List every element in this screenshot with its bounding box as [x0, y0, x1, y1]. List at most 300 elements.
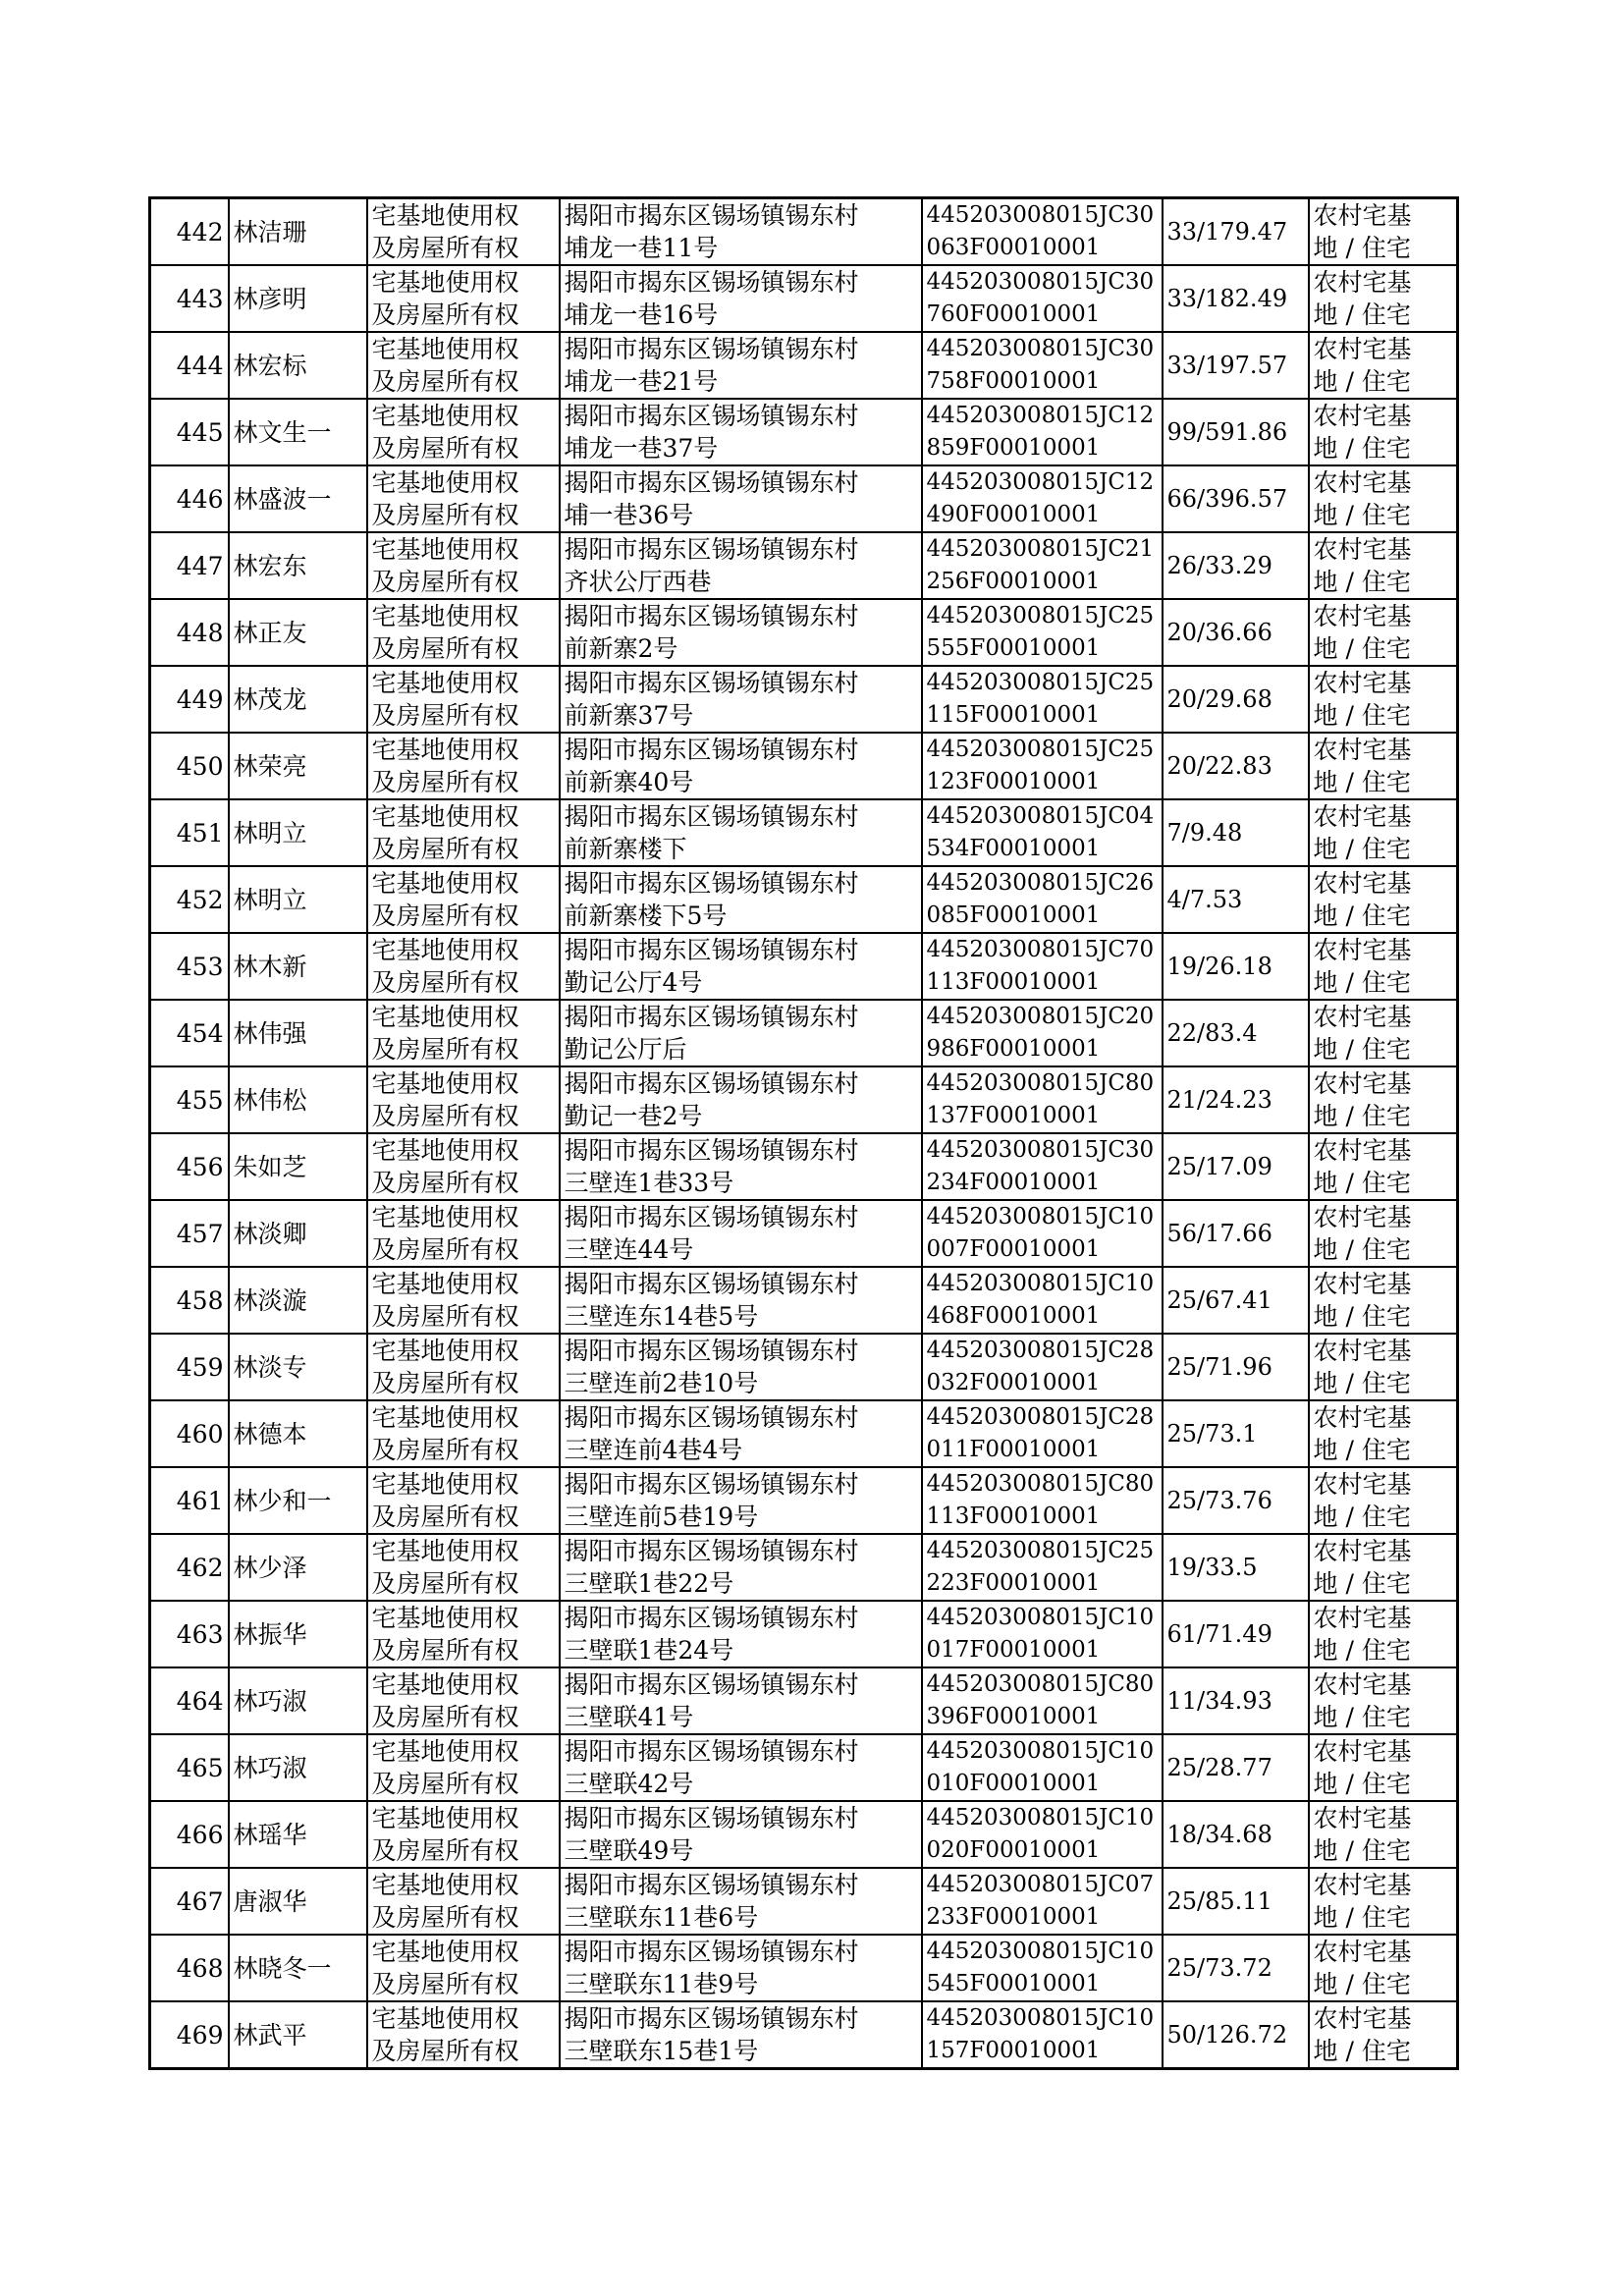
land-usage-line: 地 / 住宅 [1313, 1636, 1411, 1665]
row-number [150, 532, 229, 599]
unit-code [922, 1667, 1163, 1734]
area-value-line: 25/28.77 [1166, 1753, 1272, 1781]
area-value [1163, 1000, 1309, 1066]
unit-code-line: 445203008015JC30 [926, 269, 1155, 295]
land-usage-line: 地 / 住宅 [1313, 1035, 1411, 1064]
row-number [150, 1601, 229, 1667]
right-type [367, 265, 560, 332]
property-address-line: 揭阳市揭东区锡场镇锡东村 [564, 1337, 859, 1365]
holder-name-line: 林淡卿 [233, 1219, 307, 1248]
area-value-line: 25/73.1 [1166, 1419, 1258, 1448]
property-address-line: 揭阳市揭东区锡场镇锡东村 [564, 1403, 859, 1432]
area-value [1163, 1400, 1309, 1467]
area-value-line: 22/83.4 [1166, 1018, 1258, 1047]
unit-code-line: 223F00010001 [926, 1570, 1101, 1596]
property-address-line: 揭阳市揭东区锡场镇锡东村 [564, 2004, 859, 2033]
area-value-line: 19/26.18 [1166, 952, 1272, 980]
table-row [150, 933, 1458, 1000]
land-usage [1309, 1935, 1458, 2001]
property-address [560, 1267, 922, 1334]
row-number-line: 450 [176, 751, 224, 781]
unit-code-line: 555F00010001 [926, 635, 1101, 661]
unit-code [922, 1601, 1163, 1667]
land-usage-line: 农村宅基 [1313, 1270, 1412, 1298]
land-usage-line: 农村宅基 [1313, 1337, 1412, 1365]
row-number-line: 461 [176, 1486, 224, 1515]
area-value-line: 25/71.96 [1166, 1352, 1272, 1381]
right-type-line: 及房屋所有权 [371, 1636, 519, 1665]
holder-name-line: 林巧淑 [233, 1686, 307, 1716]
property-address-line: 三壁连前2巷10号 [564, 1369, 759, 1397]
holder-name-line: 林宏标 [233, 351, 307, 380]
property-address [560, 1801, 922, 1868]
table-row [150, 866, 1458, 933]
table-row [150, 666, 1458, 733]
unit-code [922, 1935, 1163, 2001]
area-value [1163, 265, 1309, 332]
property-address-line: 前新寨楼下 [564, 835, 687, 863]
property-address [560, 1400, 922, 1467]
land-usage-line: 农村宅基 [1313, 1136, 1412, 1165]
holder-name-line: 林宏东 [233, 551, 307, 580]
land-usage-line: 地 / 住宅 [1313, 768, 1411, 796]
table-row [150, 1734, 1458, 1801]
unit-code-line: 445203008015JC80 [926, 1471, 1155, 1497]
right-type-line: 宅基地使用权 [371, 1403, 519, 1432]
holder-name-line: 唐淑华 [233, 1886, 307, 1916]
right-type-line: 宅基地使用权 [371, 268, 519, 297]
row-number-line: 454 [176, 1018, 224, 1048]
area-value [1163, 599, 1309, 666]
right-type-line: 宅基地使用权 [371, 936, 519, 964]
right-type-line: 及房屋所有权 [371, 1703, 519, 1731]
area-value-line: 25/67.41 [1166, 1285, 1272, 1314]
holder-name [229, 1334, 367, 1400]
unit-code-line: 445203008015JC10 [926, 1738, 1155, 1764]
right-type [367, 532, 560, 599]
table-row [150, 198, 1458, 266]
land-usage-line: 地 / 住宅 [1313, 968, 1411, 997]
holder-name-line: 林洁珊 [233, 217, 307, 246]
right-type-line: 宅基地使用权 [371, 201, 519, 230]
property-address [560, 933, 922, 1000]
unit-code-line: 445203008015JC10 [926, 1204, 1155, 1229]
property-address-line: 三壁联49号 [564, 1836, 694, 1865]
property-address-line: 揭阳市揭东区锡场镇锡东村 [564, 1604, 859, 1632]
right-type [367, 1200, 560, 1267]
table-row [150, 1935, 1458, 2001]
table-row [150, 332, 1458, 399]
right-type [367, 866, 560, 933]
holder-name-line: 林巧淑 [233, 1753, 307, 1782]
holder-name-line: 林武平 [233, 2020, 307, 2049]
land-usage [1309, 2001, 1458, 2069]
unit-code-line: 445203008015JC30 [926, 336, 1155, 361]
holder-name-line: 林彦明 [233, 284, 307, 313]
row-number [150, 1400, 229, 1467]
property-address-line: 前新寨2号 [564, 634, 678, 663]
unit-code [922, 799, 1163, 866]
land-usage-line: 地 / 住宅 [1313, 367, 1411, 396]
area-value-line: 4/7.53 [1166, 885, 1243, 913]
land-usage-line: 地 / 住宅 [1313, 902, 1411, 930]
area-value-line: 26/33.29 [1166, 551, 1272, 579]
right-type [367, 2001, 560, 2069]
table-row [150, 1534, 1458, 1601]
area-value [1163, 1601, 1309, 1667]
land-usage-line: 农村宅基 [1313, 1737, 1412, 1766]
holder-name-line: 林少和一 [233, 1486, 332, 1515]
right-type-line: 宅基地使用权 [371, 1337, 519, 1365]
table-row [150, 1667, 1458, 1734]
holder-name-line: 林淡专 [233, 1352, 307, 1382]
right-type [367, 1935, 560, 2001]
property-address-line: 揭阳市揭东区锡场镇锡东村 [564, 1270, 859, 1298]
holder-name [229, 933, 367, 1000]
property-address-line: 三壁联41号 [564, 1703, 694, 1731]
table-row [150, 1601, 1458, 1667]
unit-code-line: 445203008015JC25 [926, 737, 1155, 762]
unit-code-line: 157F00010001 [926, 2038, 1101, 2063]
unit-code-line: 445203008015JC12 [926, 469, 1155, 495]
land-usage [1309, 1667, 1458, 1734]
land-usage-line: 地 / 住宅 [1313, 1770, 1411, 1798]
property-address [560, 1935, 922, 2001]
area-value [1163, 1935, 1309, 2001]
area-value-line: 25/73.76 [1166, 1486, 1272, 1514]
land-usage-line: 地 / 住宅 [1313, 1369, 1411, 1397]
right-type-line: 宅基地使用权 [371, 602, 519, 630]
row-number [150, 399, 229, 465]
property-address-line: 揭阳市揭东区锡场镇锡东村 [564, 1069, 859, 1098]
right-type [367, 1467, 560, 1534]
property-address [560, 1000, 922, 1066]
right-type-line: 及房屋所有权 [371, 1436, 519, 1464]
right-type-line: 及房屋所有权 [371, 835, 519, 863]
holder-name [229, 1200, 367, 1267]
row-number-line: 460 [176, 1419, 224, 1448]
land-usage-line: 农村宅基 [1313, 1938, 1412, 1966]
right-type [367, 1000, 560, 1066]
unit-code-line: 445203008015JC07 [926, 1872, 1155, 1897]
property-address-line: 前新寨37号 [564, 701, 694, 730]
land-usage-line: 地 / 住宅 [1313, 634, 1411, 663]
unit-code [922, 1801, 1163, 1868]
property-address-line: 三壁连东14巷5号 [564, 1302, 759, 1331]
holder-name [229, 733, 367, 799]
unit-code-line: 445203008015JC30 [926, 1137, 1155, 1163]
land-usage [1309, 1734, 1458, 1801]
area-value-line: 20/29.68 [1166, 684, 1272, 713]
property-address-line: 勤记公厅后 [564, 1035, 687, 1064]
area-value [1163, 2001, 1309, 2069]
property-address [560, 465, 922, 532]
row-number [150, 933, 229, 1000]
unit-code [922, 465, 1163, 532]
right-type-line: 宅基地使用权 [371, 1136, 519, 1165]
area-value-line: 18/34.68 [1166, 1820, 1272, 1848]
unit-code-line: 758F00010001 [926, 368, 1101, 394]
unit-code-line: 234F00010001 [926, 1170, 1101, 1195]
right-type [367, 332, 560, 399]
unit-code [922, 599, 1163, 666]
right-type-line: 宅基地使用权 [371, 1737, 519, 1766]
unit-code-line: 445203008015JC04 [926, 803, 1155, 829]
unit-code-line: 445203008015JC10 [926, 2005, 1155, 2031]
property-address-line: 埔一巷36号 [564, 501, 694, 529]
property-address-line: 揭阳市揭东区锡场镇锡东村 [564, 535, 859, 564]
land-usage-line: 地 / 住宅 [1313, 2037, 1411, 2065]
holder-name [229, 1868, 367, 1935]
unit-code-line: 011F00010001 [926, 1437, 1101, 1462]
row-number-line: 464 [176, 1686, 224, 1716]
row-number-line: 442 [176, 217, 224, 246]
row-number [150, 1200, 229, 1267]
holder-name-line: 林文生一 [233, 417, 332, 447]
right-type [367, 1734, 560, 1801]
unit-code-line: 445203008015JC10 [926, 1939, 1155, 1964]
row-number-line: 463 [176, 1619, 224, 1649]
area-value-line: 20/22.83 [1166, 751, 1272, 780]
holder-name [229, 799, 367, 866]
table-row [150, 1200, 1458, 1267]
unit-code-line: 445203008015JC10 [926, 1271, 1155, 1296]
right-type [367, 1801, 560, 1868]
unit-code [922, 733, 1163, 799]
holder-name [229, 599, 367, 666]
land-usage-line: 农村宅基 [1313, 1003, 1412, 1031]
property-address-line: 揭阳市揭东区锡场镇锡东村 [564, 1804, 859, 1832]
row-number [150, 666, 229, 733]
right-type [367, 198, 560, 266]
row-number [150, 733, 229, 799]
row-number [150, 599, 229, 666]
property-address [560, 332, 922, 399]
row-number-line: 448 [176, 618, 224, 647]
holder-name [229, 1667, 367, 1734]
row-number-line: 452 [176, 885, 224, 914]
land-usage-line: 农村宅基 [1313, 535, 1412, 564]
property-address-line: 埔龙一巷37号 [564, 434, 719, 463]
unit-code-line: 468F00010001 [926, 1303, 1101, 1329]
row-number-line: 465 [176, 1753, 224, 1782]
holder-name-line: 林茂龙 [233, 684, 307, 714]
row-number-line: 467 [176, 1886, 224, 1916]
unit-code-line: 445203008015JC26 [926, 870, 1155, 896]
right-type-line: 及房屋所有权 [371, 701, 519, 730]
right-type-line: 及房屋所有权 [371, 1836, 519, 1865]
row-number [150, 1267, 229, 1334]
land-usage [1309, 1467, 1458, 1534]
right-type-line: 宅基地使用权 [371, 1203, 519, 1231]
property-address [560, 1133, 922, 1200]
land-usage [1309, 1601, 1458, 1667]
right-type-line: 宅基地使用权 [371, 1270, 519, 1298]
unit-code [922, 265, 1163, 332]
row-number-line: 457 [176, 1219, 224, 1248]
property-address-line: 三壁连44号 [564, 1235, 694, 1264]
unit-code-line: 490F00010001 [926, 502, 1101, 527]
table-row [150, 465, 1458, 532]
holder-name-line: 林德本 [233, 1419, 307, 1448]
property-address-line: 揭阳市揭东区锡场镇锡东村 [564, 201, 859, 230]
property-address-line: 揭阳市揭东区锡场镇锡东村 [564, 1470, 859, 1499]
unit-code [922, 2001, 1163, 2069]
table-row [150, 599, 1458, 666]
row-number [150, 465, 229, 532]
area-value [1163, 1667, 1309, 1734]
land-usage-line: 地 / 住宅 [1313, 701, 1411, 730]
right-type-line: 宅基地使用权 [371, 1003, 519, 1031]
unit-code [922, 1267, 1163, 1334]
unit-code [922, 1000, 1163, 1066]
land-usage [1309, 1868, 1458, 1935]
area-value [1163, 1467, 1309, 1534]
property-address-line: 三壁联东11巷6号 [564, 1903, 759, 1932]
area-value [1163, 866, 1309, 933]
area-value [1163, 799, 1309, 866]
unit-code [922, 1066, 1163, 1133]
property-address-line: 勤记一巷2号 [564, 1102, 703, 1130]
area-value [1163, 399, 1309, 465]
land-usage-line: 农村宅基 [1313, 2004, 1412, 2033]
property-address [560, 1200, 922, 1267]
unit-code-line: 396F00010001 [926, 1704, 1101, 1729]
row-number [150, 1066, 229, 1133]
land-usage-line: 农村宅基 [1313, 468, 1412, 497]
unit-code-line: 445203008015JC80 [926, 1671, 1155, 1697]
land-usage [1309, 1801, 1458, 1868]
right-type-line: 宅基地使用权 [371, 468, 519, 497]
holder-name [229, 1066, 367, 1133]
land-usage-line: 农村宅基 [1313, 201, 1412, 230]
holder-name [229, 1267, 367, 1334]
area-value [1163, 1200, 1309, 1267]
row-number-line: 455 [176, 1085, 224, 1115]
row-number [150, 1000, 229, 1066]
right-type-line: 宅基地使用权 [371, 1537, 519, 1565]
land-usage-line: 农村宅基 [1313, 1537, 1412, 1565]
right-type-line: 及房屋所有权 [371, 1235, 519, 1264]
land-usage [1309, 1000, 1458, 1066]
holder-name [229, 399, 367, 465]
area-value-line: 56/17.66 [1166, 1219, 1272, 1247]
property-address [560, 1868, 922, 1935]
land-usage [1309, 799, 1458, 866]
holder-name [229, 1534, 367, 1601]
land-usage [1309, 1066, 1458, 1133]
right-type [367, 1868, 560, 1935]
holder-name-line: 林明立 [233, 818, 307, 847]
holder-name-line: 林盛波一 [233, 484, 332, 514]
unit-code [922, 1734, 1163, 1801]
area-value [1163, 1066, 1309, 1133]
holder-name-line: 林正友 [233, 618, 307, 647]
property-address-line: 揭阳市揭东区锡场镇锡东村 [564, 1136, 859, 1165]
property-address [560, 1334, 922, 1400]
right-type [367, 1334, 560, 1400]
table-row [150, 1467, 1458, 1534]
unit-code-line: 115F00010001 [926, 702, 1101, 728]
land-usage-line: 农村宅基 [1313, 1604, 1412, 1632]
area-value [1163, 1868, 1309, 1935]
land-usage-line: 农村宅基 [1313, 1804, 1412, 1832]
right-type-line: 及房屋所有权 [371, 367, 519, 396]
land-usage-line: 地 / 住宅 [1313, 1703, 1411, 1731]
holder-name-line: 林木新 [233, 952, 307, 981]
right-type-line: 及房屋所有权 [371, 1302, 519, 1331]
holder-name [229, 1801, 367, 1868]
holder-name [229, 1467, 367, 1534]
right-type-line: 及房屋所有权 [371, 902, 519, 930]
area-value [1163, 465, 1309, 532]
property-address-line: 揭阳市揭东区锡场镇锡东村 [564, 468, 859, 497]
property-address [560, 265, 922, 332]
table-row [150, 1000, 1458, 1066]
property-address [560, 733, 922, 799]
row-number [150, 1667, 229, 1734]
row-number [150, 198, 229, 266]
property-address-line: 三壁联东15巷1号 [564, 2037, 759, 2065]
unit-code [922, 532, 1163, 599]
right-type-line: 宅基地使用权 [371, 1804, 519, 1832]
property-address-line: 揭阳市揭东区锡场镇锡东村 [564, 335, 859, 363]
right-type-line: 及房屋所有权 [371, 2037, 519, 2065]
unit-code-line: 445203008015JC10 [926, 1805, 1155, 1831]
area-value-line: 25/17.09 [1166, 1152, 1272, 1180]
table-row [150, 399, 1458, 465]
area-value [1163, 198, 1309, 266]
unit-code-line: 085F00010001 [926, 902, 1101, 928]
holder-name [229, 198, 367, 266]
row-number [150, 1868, 229, 1935]
land-usage-line: 农村宅基 [1313, 1470, 1412, 1499]
land-usage-line: 地 / 住宅 [1313, 1569, 1411, 1598]
row-number [150, 265, 229, 332]
land-usage-line: 农村宅基 [1313, 936, 1412, 964]
unit-code-line: 445203008015JC20 [926, 1004, 1155, 1029]
property-address-line: 埔龙一巷21号 [564, 367, 719, 396]
row-number [150, 799, 229, 866]
right-type [367, 1601, 560, 1667]
area-value [1163, 1133, 1309, 1200]
land-usage [1309, 532, 1458, 599]
unit-code-line: 445203008015JC12 [926, 403, 1155, 428]
property-address-line: 揭阳市揭东区锡场镇锡东村 [564, 669, 859, 697]
land-usage [1309, 866, 1458, 933]
right-type [367, 1066, 560, 1133]
right-type-line: 宅基地使用权 [371, 1470, 519, 1499]
area-value-line: 21/24.23 [1166, 1085, 1272, 1114]
row-number-line: 453 [176, 952, 224, 981]
right-type [367, 1534, 560, 1601]
property-address [560, 198, 922, 266]
land-usage-line: 农村宅基 [1313, 1403, 1412, 1432]
property-address-line: 揭阳市揭东区锡场镇锡东村 [564, 1737, 859, 1766]
table-row [150, 2001, 1458, 2069]
area-value-line: 99/591.86 [1166, 417, 1288, 446]
right-type [367, 733, 560, 799]
unit-code-line: 063F00010001 [926, 235, 1101, 260]
right-type [367, 1400, 560, 1467]
right-type-line: 及房屋所有权 [371, 1770, 519, 1798]
land-usage [1309, 465, 1458, 532]
land-usage-line: 农村宅基 [1313, 802, 1412, 831]
right-type [367, 399, 560, 465]
property-address-line: 三壁联1巷24号 [564, 1636, 734, 1665]
right-type-line: 及房屋所有权 [371, 768, 519, 796]
unit-code-line: 137F00010001 [926, 1103, 1101, 1128]
